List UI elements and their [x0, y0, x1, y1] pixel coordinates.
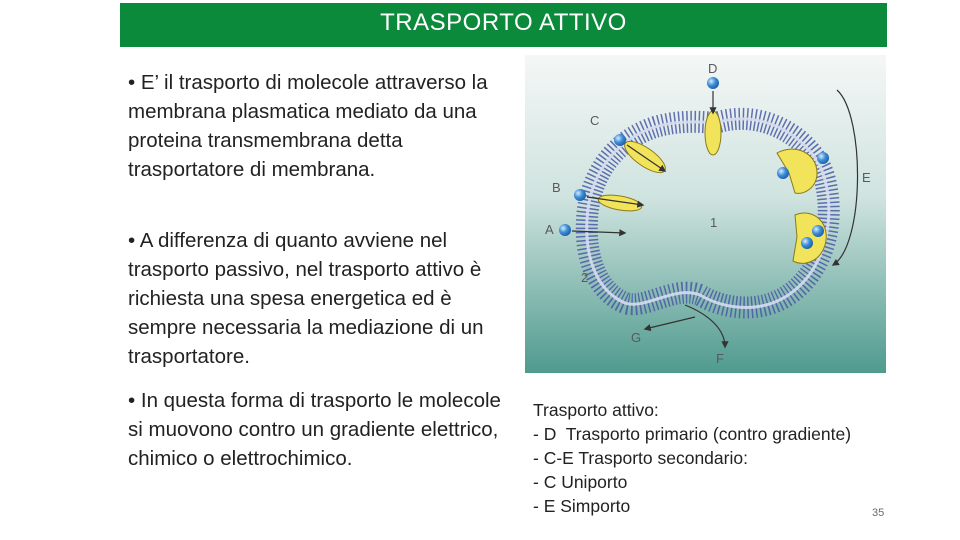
molecule-c — [614, 134, 626, 146]
molecule-e-3 — [812, 225, 824, 237]
label-d: D — [708, 61, 718, 76]
label-1: 1 — [710, 215, 718, 230]
label-c: C — [590, 113, 600, 128]
molecule-e-1 — [817, 152, 829, 164]
bullet-3: • In questa forma di trasporto le molecole si muovono contro un gradiente elettrico, chimico o elettrochimico. — [128, 389, 501, 470]
label-g: G — [631, 330, 642, 345]
caption-line: - E Simporto — [533, 496, 631, 516]
label-2: 2 — [581, 270, 589, 285]
caption-line: Trasporto attivo: — [533, 400, 659, 420]
label-a: A — [545, 222, 554, 237]
figure-background — [525, 55, 886, 373]
membrane-transport-diagram — [525, 55, 886, 373]
molecule-e-4 — [801, 237, 813, 249]
molecule-d — [707, 77, 719, 89]
transporter-protein-d — [705, 111, 721, 155]
label-e: E — [862, 170, 871, 185]
molecule-a — [559, 224, 571, 236]
caption-line: - D Trasporto primario (contro gradiente) — [533, 424, 852, 444]
slide-title: TRASPORTO ATTIVO — [380, 9, 627, 36]
bullet-2: • A differenza di quanto avviene nel trasporto passivo, nel trasporto attivo è richiesta una spesa energetica ed è sempre necessaria la mediazione di un trasportatore. — [128, 229, 484, 368]
caption-line: - C-E Trasporto secondario: — [533, 448, 748, 468]
label-f: F — [716, 351, 724, 366]
molecule-e-2 — [777, 167, 789, 179]
title-bar — [120, 3, 887, 47]
page-number: 35 — [872, 507, 885, 519]
molecule-b — [574, 189, 586, 201]
figure-caption — [533, 398, 913, 518]
bullet-1: • E’ il trasporto di molecole attraverso la membrana plasmatica mediato da una proteina transmembrana detta trasportatore di membrana. — [128, 71, 488, 181]
label-b: B — [552, 180, 561, 195]
caption-line: - C Uniporto — [533, 472, 628, 492]
